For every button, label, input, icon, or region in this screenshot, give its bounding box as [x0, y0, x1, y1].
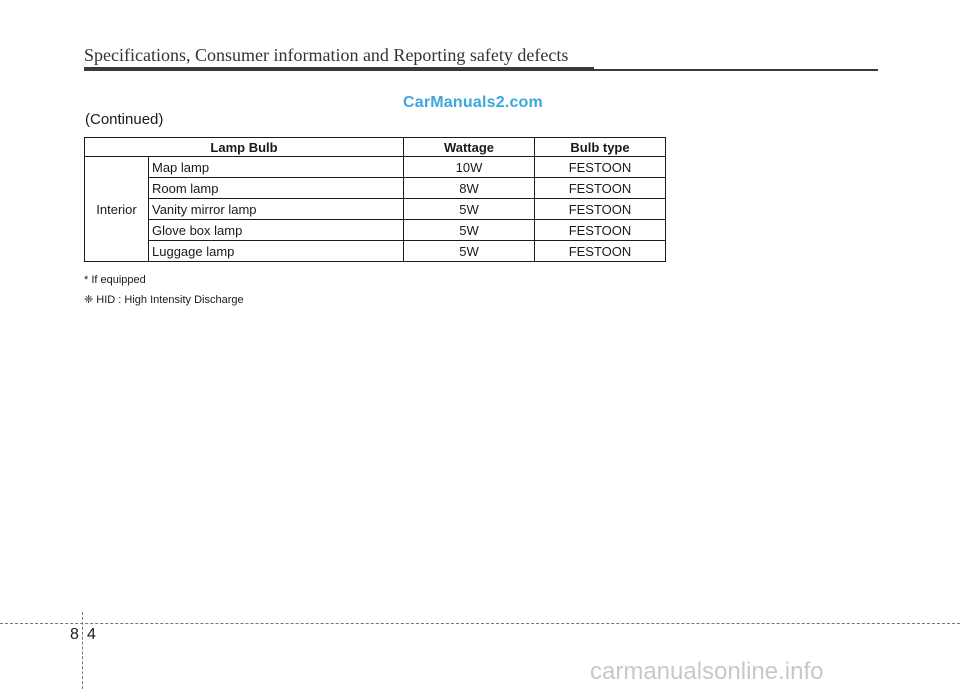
- header-bulb-type: Bulb type: [535, 138, 666, 157]
- watermark-bottom-link[interactable]: carmanualsonline.info: [590, 658, 824, 685]
- chapter-number: 8: [70, 626, 79, 643]
- footer-rule: [0, 623, 960, 624]
- header-rule-thin: [594, 69, 878, 71]
- lamp-name: Map lamp: [149, 157, 404, 178]
- lamp-name: Room lamp: [149, 178, 404, 199]
- watermark-link[interactable]: CarManuals2.com: [403, 94, 543, 111]
- continued-label: (Continued): [85, 111, 164, 128]
- table-row: [85, 157, 666, 178]
- lamp-bulb-type: FESTOON: [535, 178, 666, 199]
- lamp-bulb-type: FESTOON: [535, 241, 666, 262]
- lamp-wattage: 10W: [404, 157, 535, 178]
- note-if-equipped: * If equipped: [84, 274, 146, 286]
- table-row: [85, 241, 666, 262]
- header-wattage: Wattage: [404, 138, 535, 157]
- page-number: 4: [87, 626, 96, 643]
- lamp-name: Vanity mirror lamp: [149, 199, 404, 220]
- note-hid: ❈ HID : High Intensity Discharge: [84, 294, 244, 306]
- header-lamp-bulb: Lamp Bulb: [85, 138, 404, 157]
- lamp-bulb-type: FESTOON: [535, 199, 666, 220]
- lamp-name: Glove box lamp: [149, 220, 404, 241]
- table-row: [85, 220, 666, 241]
- lamp-bulb-type: FESTOON: [535, 220, 666, 241]
- lamp-bulb-type: FESTOON: [535, 157, 666, 178]
- footer-divider: [82, 612, 83, 689]
- lamp-wattage: 5W: [404, 199, 535, 220]
- lamp-wattage: 5W: [404, 220, 535, 241]
- lamp-bulb-table: [84, 137, 666, 262]
- lamp-wattage: 5W: [404, 241, 535, 262]
- table-row: [85, 199, 666, 220]
- table-header-row: [85, 138, 666, 157]
- group-interior: Interior: [85, 157, 149, 262]
- table-row: [85, 178, 666, 199]
- lamp-wattage: 8W: [404, 178, 535, 199]
- lamp-name: Luggage lamp: [149, 241, 404, 262]
- section-header-title: Specifications, Consumer information and Reporting safety defects: [84, 45, 569, 65]
- header-rule-thick: [84, 67, 594, 71]
